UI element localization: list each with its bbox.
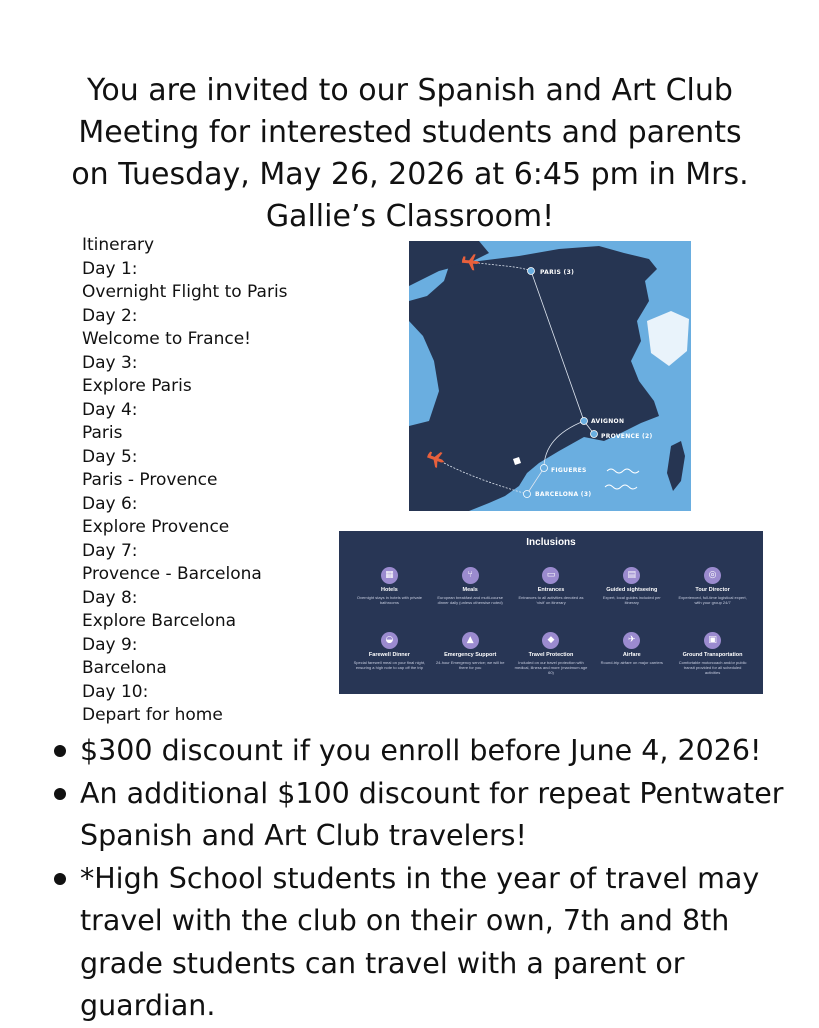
inclusion-desc: Included on our travel protection with medical, illness and more (maximum age 60) <box>514 660 588 675</box>
itinerary-day-activity: Explore Provence <box>82 517 230 537</box>
itinerary-day-activity: Depart for home <box>82 705 223 725</box>
itinerary-day-activity: Overnight Flight to Paris <box>82 282 288 302</box>
route-map <box>409 241 691 511</box>
bullet-item <box>48 858 808 1028</box>
inclusion-item <box>591 567 672 624</box>
itinerary-day-activity: Provence - Barcelona <box>82 564 262 584</box>
inclusion-item <box>672 632 753 689</box>
inclusion-item <box>349 632 430 689</box>
inclusion-item <box>511 632 592 689</box>
inclusion-name: Airfare <box>622 652 641 658</box>
route-map-graphic <box>409 241 691 511</box>
bullet-dot <box>54 745 66 757</box>
city-marker-provence <box>591 431 598 438</box>
itinerary-title: Itinerary <box>82 235 155 255</box>
inclusion-item <box>430 567 511 624</box>
itinerary-day-activity: Paris - Provence <box>82 470 218 490</box>
meals-icon: ⑂ <box>462 567 479 584</box>
inclusions-panel <box>339 531 763 694</box>
inclusion-desc: Experienced, full-time logistical expert, with your group 24/7 <box>678 595 747 605</box>
bullet-item <box>48 773 808 858</box>
inclusion-desc: Entrances to all activities denoted as ‘visit’ on itinerary <box>518 595 584 605</box>
city-label-paris: PARIS (3) <box>540 269 575 276</box>
itinerary-day-label: Day 2: <box>82 305 138 326</box>
inclusion-item <box>430 632 511 689</box>
itinerary-day-label: Day 7: <box>82 540 138 561</box>
inclusion-name: Travel Protection <box>528 652 574 658</box>
bullet-text: An additional $100 discount for repeat Pentwater Spanish and Art Club travelers! <box>80 776 784 852</box>
itinerary-day-activity: Explore Barcelona <box>82 611 237 631</box>
headline-line: You are invited to our Spanish and Art Club <box>87 73 733 108</box>
ticket-icon: ▭ <box>542 567 559 584</box>
warning-icon: ▲ <box>462 632 479 649</box>
itinerary-day-activity: Welcome to France! <box>82 329 251 349</box>
inclusion-desc: Overnight stays in hotels with private bathrooms <box>356 595 422 605</box>
city-label-figueres: FIGUERES <box>551 467 587 474</box>
city-marker-barcelona <box>524 491 531 498</box>
itinerary-day-label: Day 8: <box>82 587 138 608</box>
bullet-dot <box>54 873 66 885</box>
hotel-icon: ▦ <box>381 567 398 584</box>
itinerary-day-label: Day 1: <box>82 258 138 279</box>
headline-line: on Tuesday, May 26, 2026 at 6:45 pm in Mrs. <box>71 157 749 192</box>
itinerary-day-activity: Barcelona <box>82 658 167 678</box>
inclusion-name: Guided sightseeing <box>606 587 658 593</box>
inclusion-name: Ground Transportation <box>682 652 743 658</box>
discount-bullet-list <box>48 730 808 1028</box>
inclusion-desc: Comfortable motorcoach and/or public transit provided for all scheduled activities <box>678 660 747 675</box>
inclusion-name: Hotels <box>380 587 398 593</box>
bullet-item <box>48 730 808 773</box>
itinerary-day-label: Day 3: <box>82 352 138 373</box>
inclusion-desc: Round-trip airfare on major carriers <box>600 660 663 665</box>
bullet-text: *High School students in the year of travel may travel with the club on their own, 7th and 8th grade students can travel with a parent or guardian. <box>80 861 760 1022</box>
itinerary-day-label: Day 10: <box>82 681 149 702</box>
itinerary-day-label: Day 5: <box>82 446 138 467</box>
inclusions-grid <box>349 567 753 689</box>
inclusion-desc: 24-hour Emergency service; we will be there for you <box>435 660 505 670</box>
inclusions-title: Inclusions <box>526 537 576 548</box>
city-label-provence: PROVENCE (2) <box>601 433 653 440</box>
map-icon: ▤ <box>623 567 640 584</box>
compass-icon: ◎ <box>704 567 721 584</box>
inclusion-item <box>591 632 672 689</box>
inclusion-name: Farewell Dinner <box>368 652 410 658</box>
itinerary-day-label: Day 9: <box>82 634 138 655</box>
invitation-headline <box>60 70 760 238</box>
inclusion-desc: Special farewell meal on your final night, ensuring a high note to cap off the trip <box>353 660 426 670</box>
itinerary-day-label: Day 6: <box>82 493 138 514</box>
cloche-icon: ◒ <box>381 632 398 649</box>
itinerary-list <box>82 234 332 728</box>
bus-icon: ▣ <box>704 632 721 649</box>
inclusion-item <box>511 567 592 624</box>
inclusion-name: Entrances <box>537 587 565 593</box>
itinerary-day-activity: Explore Paris <box>82 376 192 396</box>
city-marker-figueres <box>541 465 548 472</box>
inclusion-desc: European breakfast and multi-course dinner daily (unless otherwise noted) <box>437 595 503 605</box>
airplane-icon: ✈ <box>623 632 640 649</box>
inclusion-desc: Expert, local guides included per itinerary <box>602 595 661 605</box>
inclusion-item <box>672 567 753 624</box>
inclusion-item <box>349 567 430 624</box>
itinerary-day-activity: Paris <box>82 423 123 443</box>
bullet-text: $300 discount if you enroll before June 4, 2026! <box>80 734 762 767</box>
headline-line: Meeting for interested students and parents <box>78 115 742 150</box>
inclusion-name: Emergency Support <box>444 652 497 658</box>
city-marker-avignon <box>581 418 588 425</box>
city-label-avignon: AVIGNON <box>591 418 625 425</box>
headline-line: Gallie’s Classroom! <box>265 199 555 234</box>
itinerary-day-label: Day 4: <box>82 399 138 420</box>
city-marker-paris <box>528 268 535 275</box>
shield-icon: ◆ <box>542 632 559 649</box>
bullet-dot <box>54 788 66 800</box>
city-label-barcelona: BARCELONA (3) <box>535 491 592 498</box>
inclusion-name: Meals <box>462 587 478 593</box>
inclusion-name: Tour Director <box>695 587 730 593</box>
